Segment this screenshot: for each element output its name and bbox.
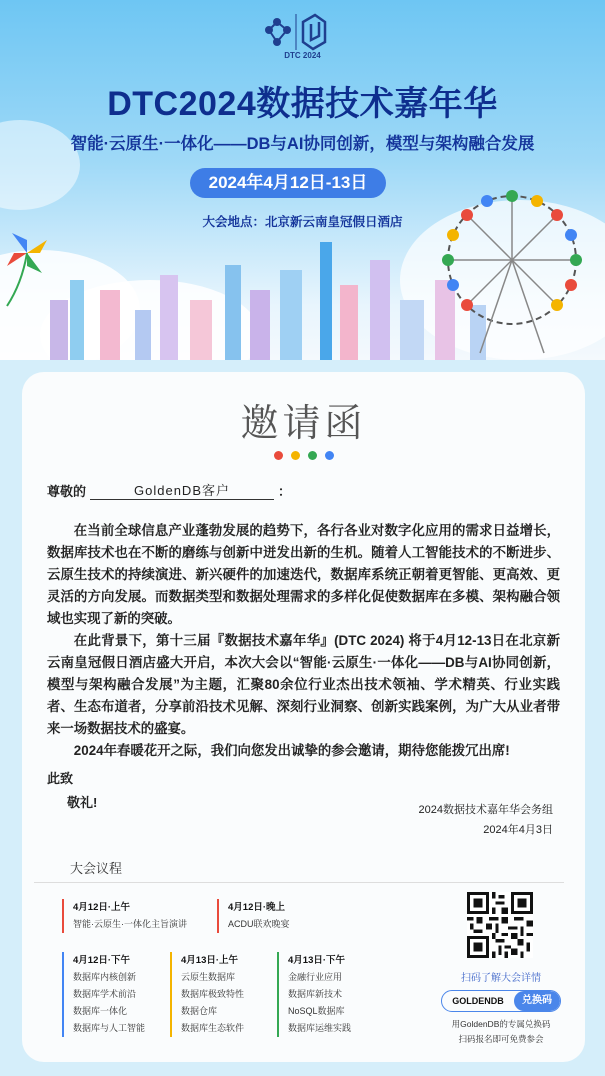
sign-date: 2024年4月3日 xyxy=(483,824,553,836)
divider xyxy=(34,882,564,883)
event-date-badge: 2024年4月12日-13日 xyxy=(190,168,386,198)
session-time: 4月12日·下午 xyxy=(73,955,131,966)
invitation-card xyxy=(22,372,585,1062)
dot-icon xyxy=(274,451,283,460)
redeem-code: GOLDENDB xyxy=(452,996,504,1006)
agenda-session xyxy=(62,899,187,933)
greeting-prefix: 尊敬的 xyxy=(47,484,87,499)
invitation-title: 邀请函 xyxy=(240,401,367,445)
session-item: 数据库新技术 xyxy=(288,989,343,999)
redeem-code-label: 兑换码 xyxy=(514,991,560,1011)
session-item: 金融行业应用 xyxy=(288,972,343,982)
pinwheel-icon xyxy=(2,228,52,308)
header-banner xyxy=(0,0,605,360)
session-item: 数据库内核创新 xyxy=(73,972,137,982)
agenda-session xyxy=(277,952,351,1037)
redeem-code-badge xyxy=(441,990,561,1012)
session-time: 4月12日·上午 xyxy=(73,902,131,913)
event-venue: 大会地点：北京新云南皇冠假日酒店 xyxy=(202,215,403,229)
promo-note xyxy=(427,1017,575,1047)
promo-note-line: 扫码报名即可免费参会 xyxy=(458,1034,544,1044)
event-title: DTC2024数据技术嘉年华 xyxy=(107,85,498,123)
session-item: 智能·云原生·一体化主旨演讲 xyxy=(73,919,187,929)
session-time: 4月13日·上午 xyxy=(181,955,239,966)
dot-icon xyxy=(308,451,317,460)
promo-note-line: 用GoldenDB的专属兑换码 xyxy=(451,1019,551,1029)
agenda-session xyxy=(170,952,244,1037)
dtc-logo xyxy=(263,12,343,54)
paragraph: 在当前全球信息产业蓬勃发展的趋势下，各行各业对数字化应用的需求日益增长，数据库技术也在不断的磨练与创新中迸发出新的生机。随着人工智能技术的不断进步、云原生技术的持续演进、新兴硬件的加速迭代，数据库系统正朝着更智能、更高效、更灵活的方向发展。而数据类型和数据处理需求的多样化促使数据库在多模、架构融合领域也实现了新的突破。 xyxy=(47,523,560,626)
session-item: ACDU联欢晚宴 xyxy=(228,919,290,929)
decorative-dots xyxy=(274,451,334,460)
organizer: 2024数据技术嘉年华会务组 xyxy=(418,804,553,816)
session-item: 云原生数据库 xyxy=(181,972,236,982)
closing-line: 此致 xyxy=(47,771,74,786)
session-time: 4月13日·下午 xyxy=(288,955,346,966)
session-time: 4月12日·晚上 xyxy=(228,902,286,913)
dot-icon xyxy=(325,451,334,460)
closing-salute: 敬礼! xyxy=(67,795,98,810)
letter-body xyxy=(47,520,560,762)
logo-caption: DTC 2024 xyxy=(284,51,321,60)
session-item: 数据仓库 xyxy=(181,1006,218,1016)
session-item: 数据库极致特性 xyxy=(181,989,245,999)
paragraph: 2024年春暖花开之际，我们向您发出诚挚的参会邀请，期待您能拨冗出席! xyxy=(73,743,510,758)
session-item: NoSQL数据库 xyxy=(288,1006,345,1016)
signature xyxy=(419,800,553,840)
session-item: 数据库学术前沿 xyxy=(73,989,137,999)
event-theme: 智能·云原生·一体化——DB与AI协同创新，模型与架构融合发展 xyxy=(70,135,535,153)
session-item: 数据库与人工智能 xyxy=(73,1023,146,1033)
dot-icon xyxy=(291,451,300,460)
scan-label: 扫码了解大会详情 xyxy=(461,973,541,984)
session-item: 数据库运维实践 xyxy=(288,1023,352,1033)
paragraph: 在此背景下，第十三届『数据技术嘉年华』(DTC 2024) 将于4月12-13日在北京新云南皇冠假日酒店盛大开启，本次大会以“智能·云原生·一体化——DB与AI协同创新，模型与架构融合发展”为主题，汇聚80余位行业杰出技术领袖、学术精英、行业实践者、生态布道者，分享前沿技术见解、深刻行业洞察、创新实践案例，为广大从业者带来一场数据技术的盛宴。 xyxy=(47,633,560,736)
greeting xyxy=(47,480,291,500)
greeting-suffix: ： xyxy=(278,484,292,499)
agenda-session xyxy=(217,899,290,933)
qr-code[interactable] xyxy=(467,892,533,958)
recipient-name: GoldenDB客户 xyxy=(90,480,274,500)
agenda-session xyxy=(62,952,145,1037)
agenda-heading: 大会议程 xyxy=(70,861,123,876)
session-item: 数据库一体化 xyxy=(73,1006,128,1016)
session-item: 数据库生态软件 xyxy=(181,1023,245,1033)
